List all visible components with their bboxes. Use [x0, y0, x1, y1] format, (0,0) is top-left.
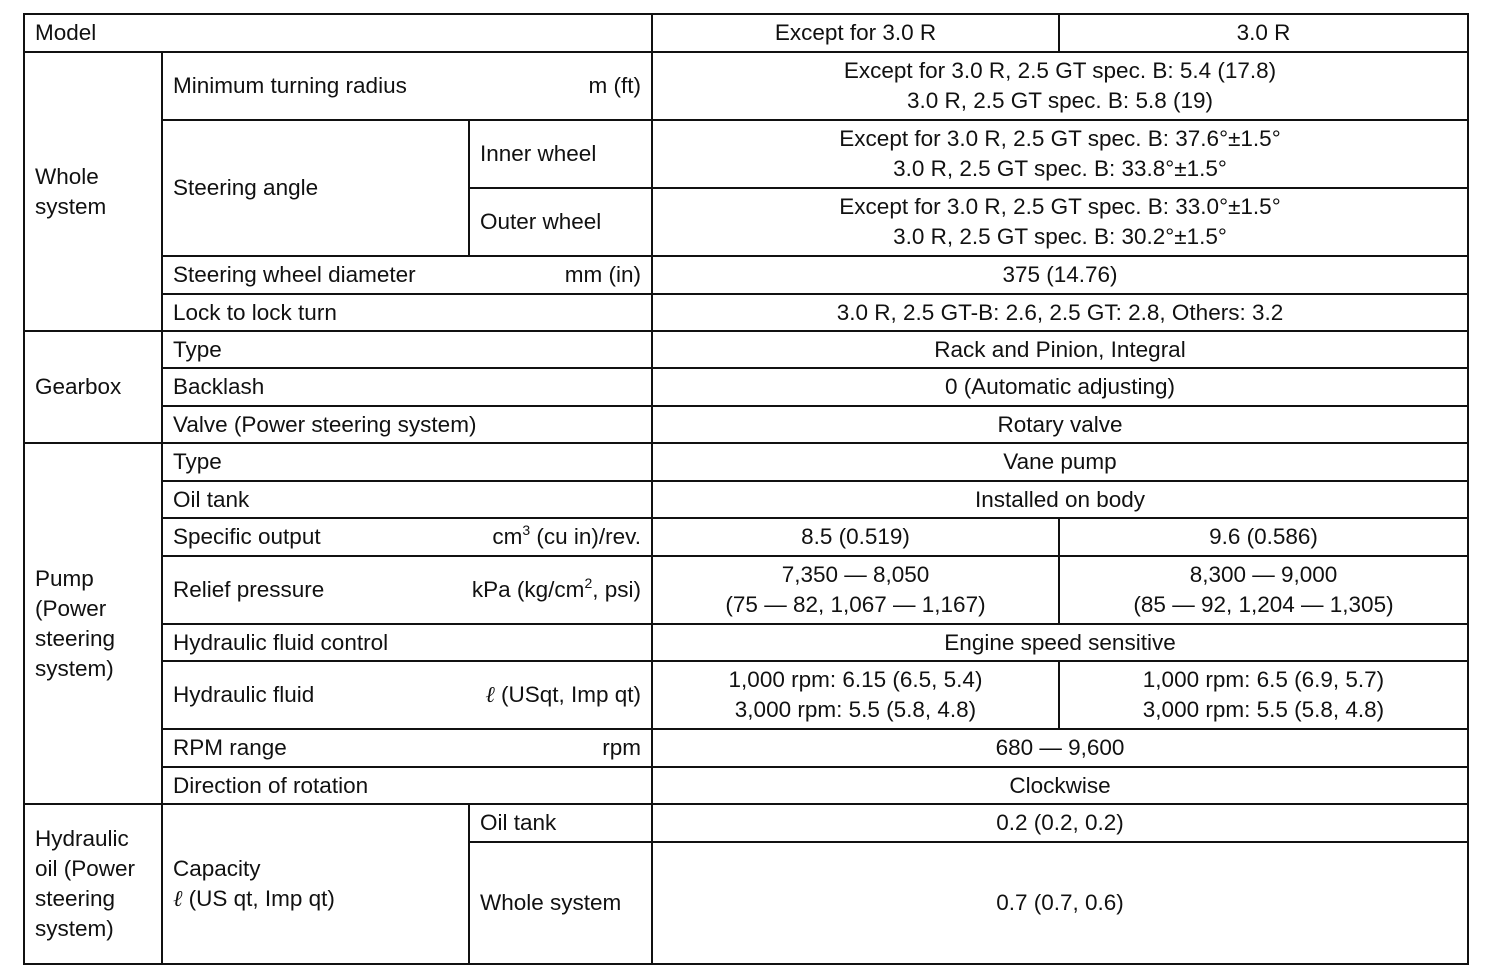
wheel-diameter-value: 375 (14.76) — [652, 256, 1468, 294]
specific-output-unit: $cm^3$ (cu in)/rev. — [492, 522, 641, 549]
capacity-unit: ℓ (US qt, Imp qt) — [173, 886, 335, 912]
rpm-range-unit: rpm — [602, 735, 641, 760]
wheel-diameter-row — [24, 256, 1468, 294]
specific-output-except-value: 8.5 (0.519) — [652, 518, 1059, 556]
hydraulic-fluid-unit: ℓ (USqt, Imp qt) — [485, 682, 641, 708]
fluid-control-row — [24, 624, 1468, 661]
backlash-value: 0 (Automatic adjusting) — [652, 368, 1468, 406]
relief-pressure-label-cell — [162, 556, 652, 624]
pump-type-row — [24, 443, 1468, 481]
lock-to-lock-label: Lock to lock turn — [162, 294, 652, 331]
relief-pressure-row — [24, 556, 1468, 624]
hydraulic-oil-group-label: Hydraulic oil (Power steering system) — [24, 804, 162, 964]
header-row — [24, 14, 1468, 52]
steering-spec-table — [23, 13, 1469, 965]
specific-output-row — [24, 518, 1468, 556]
wheel-diameter-label-cell — [162, 256, 652, 294]
relief-pressure-30r-line1: 8,300 — 9,000 — [1189, 562, 1338, 587]
outer-wheel-value-line2: 3.0 R, 2.5 GT spec. B: 30.2°±1.5° — [893, 224, 1227, 249]
rotation-label: Direction of rotation — [162, 767, 652, 804]
valve-value: Rotary valve — [652, 406, 1468, 443]
hydraulic-fluid-30r-line1: 1,000 rpm: 6.5 (6.9, 5.7) — [1142, 667, 1385, 692]
specific-output-label-cell — [162, 518, 652, 556]
fluid-control-label: Hydraulic fluid control — [162, 624, 652, 661]
fluid-control-value: Engine speed sensitive — [652, 624, 1468, 661]
lock-to-lock-value: 3.0 R, 2.5 GT-B: 2.6, 2.5 GT: 2.8, Others: 3.2 — [652, 294, 1468, 331]
rpm-range-label: RPM range — [173, 735, 287, 760]
min-turning-radius-row — [24, 52, 1468, 120]
inner-wheel-label: Inner wheel — [469, 120, 652, 188]
capacity-label: Capacity — [173, 856, 261, 881]
litre-icon: ℓ — [485, 682, 495, 708]
rpm-range-row — [24, 729, 1468, 767]
whole-system-group-label: Whole system — [24, 52, 162, 331]
outer-wheel-value — [652, 188, 1468, 256]
min-turning-radius-label-cell — [162, 52, 652, 120]
pump-oil-tank-label: Oil tank — [162, 481, 652, 518]
wheel-diameter-label: Steering wheel diameter — [173, 262, 416, 287]
hydraulic-fluid-except-value — [652, 661, 1059, 729]
hydraulic-fluid-label-cell — [162, 661, 652, 729]
pump-oil-tank-value: Installed on body — [652, 481, 1468, 518]
hydraulic-fluid-except-line1: 1,000 rpm: 6.15 (6.5, 5.4) — [728, 667, 983, 692]
valve-label: Valve (Power steering system) — [162, 406, 652, 443]
pump-type-value: Vane pump — [652, 443, 1468, 481]
except-30r-header: Except for 3.0 R — [652, 14, 1059, 52]
relief-pressure-unit: kPa ($kg/cm^2$, psi) — [471, 575, 641, 602]
gearbox-type-row — [24, 331, 1468, 368]
capacity-whole-system-value: 0.7 (0.7, 0.6) — [652, 842, 1468, 964]
min-turning-radius-value-line2: 3.0 R, 2.5 GT spec. B: 5.8 (19) — [907, 88, 1213, 113]
specific-output-30r-value: 9.6 (0.586) — [1059, 518, 1468, 556]
lock-to-lock-row — [24, 294, 1468, 331]
inner-wheel-value-line2: 3.0 R, 2.5 GT spec. B: 33.8°±1.5° — [893, 156, 1227, 181]
min-turning-radius-unit: m (ft) — [588, 73, 641, 98]
capacity-whole-system-label: Whole system — [469, 842, 652, 964]
hydraulic-fluid-label: Hydraulic fluid — [173, 682, 315, 707]
inner-wheel-value-line1: Except for 3.0 R, 2.5 GT spec. B: 37.6°±1.5° — [839, 126, 1281, 151]
hydraulic-fluid-30r-line2: 3,000 rpm: 5.5 (5.8, 4.8) — [1142, 697, 1385, 722]
min-turning-radius-label: Minimum turning radius — [173, 73, 407, 98]
hydraulic-oil-tank-row — [24, 804, 1468, 842]
litre-icon: ℓ — [173, 886, 183, 912]
rpm-range-label-cell — [162, 729, 652, 767]
capacity-oil-tank-label: Oil tank — [469, 804, 652, 842]
rotation-value: Clockwise — [652, 767, 1468, 804]
hydraulic-fluid-row — [24, 661, 1468, 729]
backlash-label: Backlash — [162, 368, 652, 406]
pump-oil-tank-row — [24, 481, 1468, 518]
pump-group-label: Pump (Power steering system) — [24, 443, 162, 804]
hydraulic-fluid-30r-value — [1059, 661, 1468, 729]
relief-pressure-30r-line2: (85 — 92, 1,204 — 1,305) — [1133, 592, 1394, 617]
inner-wheel-value — [652, 120, 1468, 188]
hydraulic-fluid-except-line2: 3,000 rpm: 5.5 (5.8, 4.8) — [734, 697, 977, 722]
capacity-oil-tank-value: 0.2 (0.2, 0.2) — [652, 804, 1468, 842]
model-header: Model — [24, 14, 652, 52]
gearbox-type-value: Rack and Pinion, Integral — [652, 331, 1468, 368]
steering-angle-label: Steering angle — [162, 120, 469, 256]
relief-pressure-30r-value — [1059, 556, 1468, 624]
relief-pressure-except-value — [652, 556, 1059, 624]
rotation-row — [24, 767, 1468, 804]
valve-row — [24, 406, 1468, 443]
outer-wheel-value-line1: Except for 3.0 R, 2.5 GT spec. B: 33.0°±1.5° — [839, 194, 1281, 219]
relief-pressure-except-line2: (75 — 82, 1,067 — 1,167) — [725, 592, 986, 617]
min-turning-radius-value-line1: Except for 3.0 R, 2.5 GT spec. B: 5.4 (17.8) — [843, 58, 1277, 83]
specific-output-label: Specific output — [173, 524, 321, 549]
rpm-range-value: 680 — 9,600 — [652, 729, 1468, 767]
relief-pressure-label: Relief pressure — [173, 577, 325, 602]
steering-angle-inner-row — [24, 120, 1468, 188]
relief-pressure-except-line1: 7,350 — 8,050 — [781, 562, 930, 587]
pump-type-label: Type — [162, 443, 652, 481]
gearbox-type-label: Type — [162, 331, 652, 368]
min-turning-radius-value — [652, 52, 1468, 120]
gearbox-group-label: Gearbox — [24, 331, 162, 443]
wheel-diameter-unit: mm (in) — [564, 262, 641, 287]
outer-wheel-label: Outer wheel — [469, 188, 652, 256]
backlash-row — [24, 368, 1468, 406]
capacity-label-cell — [162, 804, 469, 964]
30r-header: 3.0 R — [1059, 14, 1468, 52]
